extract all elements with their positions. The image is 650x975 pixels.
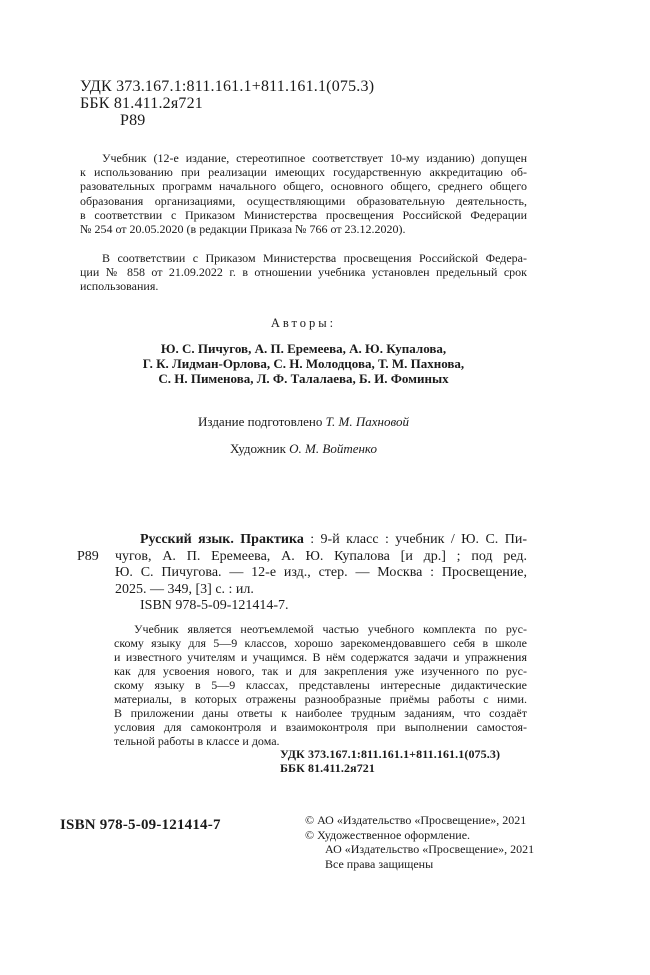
text-line: © Художественное оформление. (305, 827, 471, 842)
edition-note (80, 414, 527, 430)
text-line: Учебник (12-е издание, стереотипное соответствует 10-му изданию) допущен (102, 151, 527, 165)
text-line: к использованию при реализации имеющих государственную аккредитацию об- (80, 165, 527, 180)
copyright-block (305, 813, 534, 871)
text-line: Учебник является неотъемлемой частью учебного комплекта по рус- (134, 622, 527, 636)
text-line: в соответствии с Приказом Министерства просвещения Российской Федерации (80, 207, 527, 222)
text-line: № 254 от 20.05.2020 (в редакции Приказа № 766 от 23.12.2020). (80, 222, 406, 237)
artist-note-text: Художник (229, 441, 290, 456)
bottom-codes-block (280, 748, 500, 775)
text-line: © АО «Издательство «Просвещение», 2021 (305, 813, 527, 827)
book-title: Русский язык. Практика (140, 532, 304, 547)
text-line: образования организациями, осуществляющими образовательную деятельность, (80, 193, 527, 208)
card-author-sign: Р89 (77, 548, 99, 564)
text-line: использования. (80, 279, 159, 294)
authors-heading: Авторы: (270, 316, 337, 330)
text-line: Ю. С. Пичугова. — 12-е изд., стер. — Москва : Просвещение, (115, 565, 527, 581)
udk-code: УДК 373.167.1:811.161.1+811.161.1(075.3) (80, 78, 375, 95)
text-line: 2025. — 349, [3] с. : ил. (115, 581, 254, 597)
annotation-paragraph (114, 622, 527, 748)
text-line: материалы, в которых отражены разнообразные приёмы работы с ними. (114, 692, 527, 706)
artist-name: О. М. Войтенко (289, 441, 378, 456)
text-line: чугов, А. П. Еремеева, А. Ю. Купалова [и др.] ; под ред. (115, 548, 527, 564)
card-isbn-line: ISBN 978-5-09-121414-7. (140, 598, 289, 614)
bbk-code: ББК 81.411.2я721 (80, 95, 204, 112)
text-line: Ю. С. Пичугов, А. П. Еремеева, А. Ю. Купалова, (160, 341, 447, 356)
text-line: ции № 858 от 21.09.2022 г. в отношении учебника установлен предельный срок (80, 265, 527, 280)
text-line: скому языку в 5—9 классах, представлены интересные дидактические (114, 678, 527, 692)
bottom-udk-code: УДК 373.167.1:811.161.1+811.161.1(075.3) (280, 747, 501, 761)
expiry-paragraph (80, 251, 527, 294)
editor-name: Т. М. Пахновой (325, 414, 409, 429)
text-line: Все права защищены (325, 856, 434, 871)
card-entry-lines (115, 549, 527, 599)
card-title-line (115, 532, 527, 549)
text-line: АО «Издательство «Просвещение», 2021 (325, 842, 535, 857)
text-line: как для усвоения нового, так и для закрепления уже изученного по рус- (114, 664, 527, 678)
text-line: В приложении даны ответы к наиболее трудным заданиям, что создаёт (114, 706, 527, 720)
card-title-line-rest: : 9-й класс : учебник / Ю. С. Пи- (303, 532, 527, 547)
text-line: тельной работы в классе и дома. (114, 734, 280, 748)
text-line: скому языку для 5—9 классов, хорошо зарекомендовавшего себя в школе (114, 636, 527, 650)
author-sign: Р89 (120, 112, 146, 129)
artist-note (80, 441, 527, 457)
footer-isbn: ISBN 978-5-09-121414-7 (60, 817, 221, 833)
catalog-card (77, 532, 527, 615)
bottom-bbk-code: ББК 81.411.2я721 (280, 760, 375, 775)
text-line: С. Н. Пименова, Л. Ф. Талалаева, Б. И. Фоминых (158, 371, 449, 386)
text-line: условия для самоконтроля и взаимоконтроля при выполнении самостоя- (114, 720, 527, 734)
text-line: В соответствии с Приказом Министерства просвещения Российской Федера- (102, 251, 527, 265)
admission-paragraph (80, 151, 527, 236)
text-line: Г. К. Лидман-Орлова, С. Н. Молодцова, Т. М. Пахнова, (142, 356, 465, 371)
text-line: и известного учителям и учащимся. В нём содержатся задачи и упражнения (114, 650, 527, 664)
text-line: разовательных программ начального общего, основного общего, среднего общего (80, 179, 527, 194)
top-codes-block (80, 78, 374, 129)
edition-note-text: Издание подготовлено (198, 414, 326, 429)
authors-list (80, 341, 527, 386)
